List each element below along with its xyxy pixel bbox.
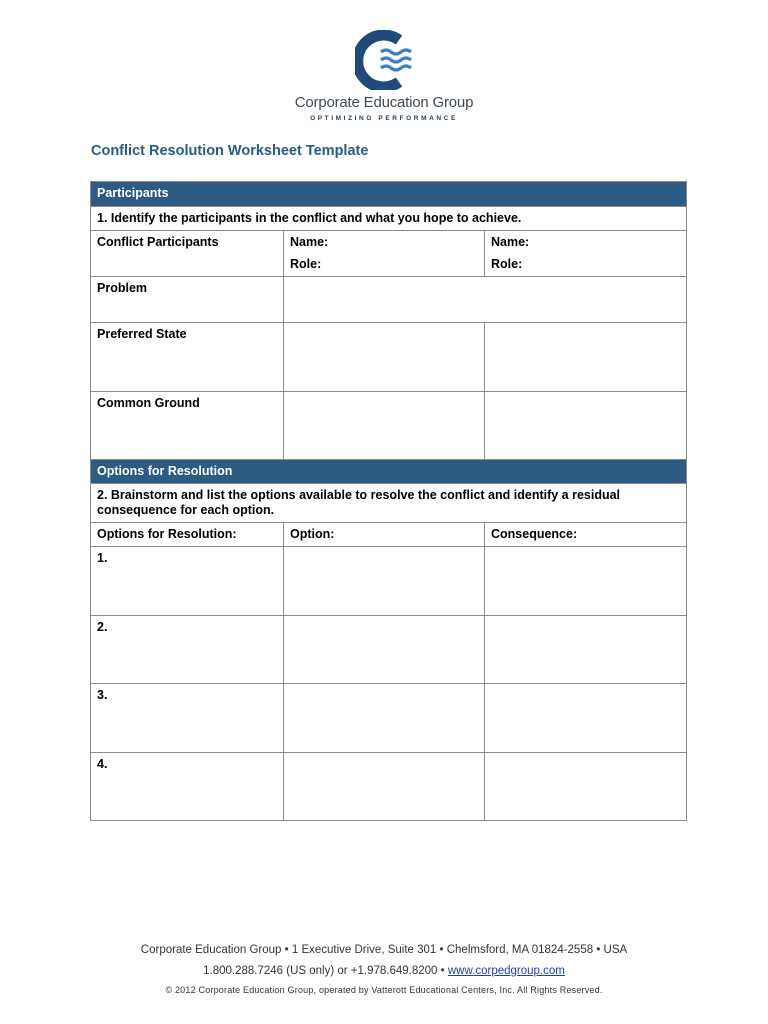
option-row-4-option-field[interactable]	[284, 753, 485, 821]
option-row-3-consequence-field[interactable]	[485, 684, 687, 753]
footer-contact	[0, 965, 768, 977]
participant-2-cell[interactable]	[485, 231, 687, 277]
options-col-header-consequence: Consequence:	[485, 523, 687, 547]
footer-copyright: © 2012 Corporate Education Group, operated by Vatterott Educational Centers, Inc. All Rights Reserved.	[165, 985, 603, 995]
preferred-state-field-1[interactable]	[284, 323, 485, 392]
company-tagline: OPTIMIZING PERFORMANCE	[310, 115, 458, 122]
options-section-heading: Options for Resolution	[91, 460, 687, 484]
participant-1-cell[interactable]	[284, 231, 485, 277]
footer-phone: 1.800.288.7246 (US only) or +1.978.649.8200 •	[203, 965, 448, 977]
company-logo	[0, 30, 768, 90]
option-row-2-label: 2.	[91, 616, 284, 684]
participants-instruction: 1. Identify the participants in the conflict and what you hope to achieve.	[91, 207, 687, 231]
ceg-wave-logo-icon	[355, 30, 417, 90]
options-instruction: 2. Brainstorm and list the options available to resolve the conflict and identify a residual consequence for each option.	[91, 484, 687, 523]
worksheet-table	[90, 181, 687, 821]
option-row-4-consequence-field[interactable]	[485, 753, 687, 821]
footer-address: Corporate Education Group • 1 Executive Drive, Suite 301 • Chelmsford, MA 01824-2558 • USA	[140, 944, 628, 956]
option-row-2-option-field[interactable]	[284, 616, 485, 684]
participant-2-name-label: Name:	[491, 235, 530, 249]
problem-label: Problem	[91, 277, 284, 323]
common-ground-label: Common Ground	[91, 392, 284, 460]
options-col-header-label: Options for Resolution:	[91, 523, 284, 547]
option-row-1-label: 1.	[91, 547, 284, 616]
option-row-2-consequence-field[interactable]	[485, 616, 687, 684]
company-name: Corporate Education Group	[294, 94, 474, 111]
conflict-participants-label: Conflict Participants	[91, 231, 284, 277]
participant-1-name-label: Name:	[290, 235, 329, 249]
preferred-state-field-2[interactable]	[485, 323, 687, 392]
common-ground-field-1[interactable]	[284, 392, 485, 460]
options-col-header-option: Option:	[284, 523, 485, 547]
option-row-3-label: 3.	[91, 684, 284, 753]
common-ground-field-2[interactable]	[485, 392, 687, 460]
preferred-state-label: Preferred State	[91, 323, 284, 392]
document-title: Conflict Resolution Worksheet Template	[91, 143, 369, 159]
problem-field[interactable]	[284, 277, 687, 323]
participants-section-heading: Participants	[91, 182, 687, 207]
participant-1-role-label: Role:	[290, 257, 322, 271]
option-row-1-consequence-field[interactable]	[485, 547, 687, 616]
participant-2-role-label: Role:	[491, 257, 523, 271]
option-row-1-option-field[interactable]	[284, 547, 485, 616]
option-row-3-option-field[interactable]	[284, 684, 485, 753]
footer-website-link[interactable]: www.corpedgroup.com	[447, 965, 565, 977]
option-row-4-label: 4.	[91, 753, 284, 821]
